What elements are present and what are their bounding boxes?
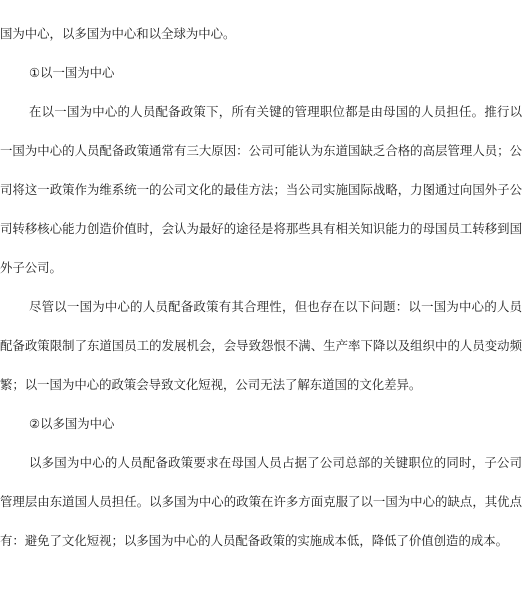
section-heading-polycentric: ②以多国为中心 (29, 416, 115, 431)
cropped-heading-fragment (0, 0, 527, 3)
paragraph-ethnocentric-reasons: 在以一国为中心的人员配备政策下，所有关键的管理职位都是由母国的人员担任。推行以一国为中心的人员配备政策通常有三大原因：公司可能认为东道国缺乏合格的高层管理人员；公司将这一政策作为维系统一的公司文化的最佳方法；当公司实施国际战略，力图通过向国外子公司转移核心能力创造价值时，会认为最好的途径是将那些具有相关知识能力的母国员工转移到国外子公司。 (0, 104, 522, 275)
paragraph-ethnocentric-problems: 尽管以一国为中心的人员配备政策有其合理性，但也存在以下问题：以一国为中心的人员配备政策限制了东道国员工的发展机会，会导致怨恨不满、生产率下降以及组织中的人员变动频繁；以一国为中心的政策会导致文化短视，公司无法了解东道国的文化差异。 (0, 299, 522, 392)
section-heading-ethnocentric: ①以一国为中心 (29, 65, 115, 80)
paragraph-polycentric: 以多国为中心的人员配备政策要求在母国人员占据了公司总部的关键职位的同时，子公司管理层由东道国人员担任。以多国为中心的政策在许多方面克服了以一国为中心的缺点，其优点有：避免了文化短视；以多国为中心的人员配备政策的实施成本低，降低了价值创造的成本。 (0, 455, 522, 548)
paragraph-intro-continuation: 国为中心，以多国为中心和以全球为中心。 (0, 26, 236, 41)
